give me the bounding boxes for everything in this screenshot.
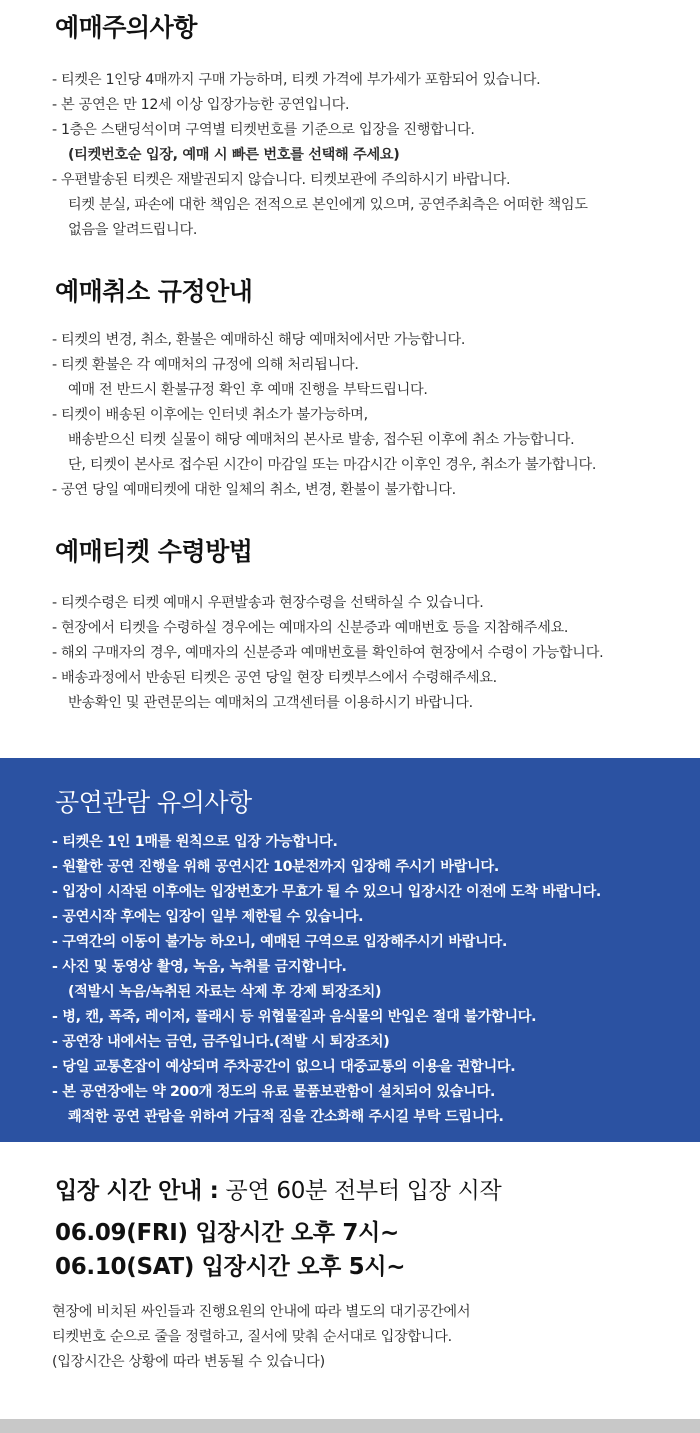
notice-line: - 입장이 시작된 이후에는 입장번호가 무효가 될 수 있으니 입장시간 이전에 도착 바랍니다. — [52, 884, 601, 900]
notice-line-continuation: (적발시 녹음/녹취된 자료는 삭제 후 강제 퇴장조치) — [68, 984, 382, 1000]
entry-time-section — [0, 1142, 700, 1419]
notice-line-continuation: 반송확인 및 관련문의는 예매처의 고객센터를 이용하시기 바랍니다. — [68, 695, 473, 711]
notice-line: - 공연 당일 예매티켓에 대한 일체의 취소, 변경, 환불이 불가합니다. — [52, 482, 456, 498]
section-title: 공연관람 유의사항 — [55, 788, 252, 817]
notice-line-continuation: 배송받으신 티켓 실물이 해당 예매처의 본사로 발송, 접수된 이후에 취소 가능합니다. — [68, 432, 575, 448]
notice-line: - 1층은 스탠딩석이며 구역별 티켓번호를 기준으로 입장을 진행합니다. — [52, 122, 475, 138]
notice-line-continuation: 예매 전 반드시 환불규정 확인 후 예매 진행을 부탁드립니다. — [68, 382, 428, 398]
entry-time-title-normal: 공연 60분 전부터 입장 시작 — [225, 1178, 502, 1204]
notice-list — [52, 591, 603, 716]
notice-line-continuation: 없음을 알려드립니다. — [68, 222, 198, 238]
cancellation-policy-section — [0, 260, 700, 510]
notice-line: - 사진 및 동영상 촬영, 녹음, 녹취를 금지합니다. — [52, 959, 347, 975]
notice-line: - 티켓수령은 티켓 예매시 우편발송과 현장수령을 선택하실 수 있습니다. — [52, 595, 484, 611]
notice-line: - 공연장 내에서는 금연, 금주입니다.(적발 시 퇴장조치) — [52, 1034, 390, 1050]
entry-guide-line: (입장시간은 상황에 따라 변동될 수 있습니다) — [52, 1354, 325, 1370]
entry-guide-line: 티켓번호 순으로 줄을 정렬하고, 질서에 맞춰 순서대로 입장합니다. — [52, 1329, 452, 1345]
entry-guide-list — [52, 1300, 470, 1375]
booking-notice-section — [0, 0, 700, 250]
bottom-divider — [0, 1419, 700, 1433]
notice-line: - 티켓 환불은 각 예매처의 규정에 의해 처리됩니다. — [52, 357, 359, 373]
entry-time-title-bold: 입장 시간 안내 : — [55, 1178, 219, 1204]
entry-time-title — [55, 1172, 501, 1205]
notice-line: - 본 공연장에는 약 200개 정도의 유료 물품보관함이 설치되어 있습니다. — [52, 1084, 496, 1100]
notice-line: - 티켓이 배송된 이후에는 인터넷 취소가 불가능하며, — [52, 407, 368, 423]
section-title: 예매주의사항 — [55, 13, 197, 42]
ticket-pickup-section — [0, 520, 700, 730]
section-title: 예매티켓 수령방법 — [55, 537, 253, 566]
notice-line: - 해외 구매자의 경우, 예매자의 신분증과 예매번호를 확인하여 현장에서 수령이 가능합니다. — [52, 645, 604, 661]
notice-line: - 병, 캔, 폭죽, 레이저, 플래시 등 위협물질과 음식물의 반입은 절대 불가합니다. — [52, 1009, 537, 1025]
notice-list — [52, 328, 596, 503]
notice-line: - 티켓은 1인당 4매까지 구매 가능하며, 티켓 가격에 부가세가 포함되어 있습니다. — [52, 72, 541, 88]
notice-line-continuation: 티켓 분실, 파손에 대한 책임은 전적으로 본인에게 있으며, 공연주최측은 어떠한 책임도 — [68, 197, 588, 213]
notice-line: - 원활한 공연 진행을 위해 공연시간 10분전까지 입장해 주시기 바랍니다. — [52, 859, 499, 875]
section-title: 예매취소 규정안내 — [55, 277, 253, 306]
notice-list — [52, 830, 601, 1130]
viewing-notice-section — [0, 758, 700, 1142]
notice-line: - 구역간의 이동이 불가능 하오니, 예매된 구역으로 입장해주시기 바랍니다. — [52, 934, 508, 950]
notice-line: - 배송과정에서 반송된 티켓은 공연 당일 현장 티켓부스에서 수령해주세요. — [52, 670, 497, 686]
notice-line: - 티켓은 1인 1매를 원칙으로 입장 가능합니다. — [52, 834, 338, 850]
notice-line: - 본 공연은 만 12세 이상 입장가능한 공연입니다. — [52, 97, 350, 113]
notice-line-continuation: 쾌적한 공연 관람을 위하여 가급적 짐을 간소화해 주시길 부탁 드립니다. — [68, 1109, 504, 1125]
notice-line: - 현장에서 티켓을 수령하실 경우에는 예매자의 신분증과 예매번호 등을 지참해주세요. — [52, 620, 569, 636]
notice-line: - 공연시작 후에는 입장이 일부 제한될 수 있습니다. — [52, 909, 364, 925]
schedule-day-2: 06.10(SAT) 입장시간 오후 5시~ — [55, 1254, 406, 1280]
notice-line: - 티켓의 변경, 취소, 환불은 예매하신 해당 예매처에서만 가능합니다. — [52, 332, 466, 348]
entry-guide-line: 현장에 비치된 싸인들과 진행요원의 안내에 따라 별도의 대기공간에서 — [52, 1304, 471, 1320]
notice-list — [52, 68, 588, 243]
notice-line: - 우편발송된 티켓은 재발권되지 않습니다. 티켓보관에 주의하시기 바랍니다. — [52, 172, 511, 188]
schedule-day-1: 06.09(FRI) 입장시간 오후 7시~ — [55, 1220, 399, 1246]
notice-line: - 당일 교통혼잡이 예상되며 주차공간이 없으니 대중교통의 이용을 권합니다. — [52, 1059, 516, 1075]
notice-line-continuation: 단, 티켓이 본사로 접수된 시간이 마감일 또는 마감시간 이후인 경우, 취소가 불가합니다. — [68, 457, 597, 473]
notice-line-continuation: (티켓번호순 입장, 예매 시 빠른 번호를 선택해 주세요) — [68, 147, 400, 163]
